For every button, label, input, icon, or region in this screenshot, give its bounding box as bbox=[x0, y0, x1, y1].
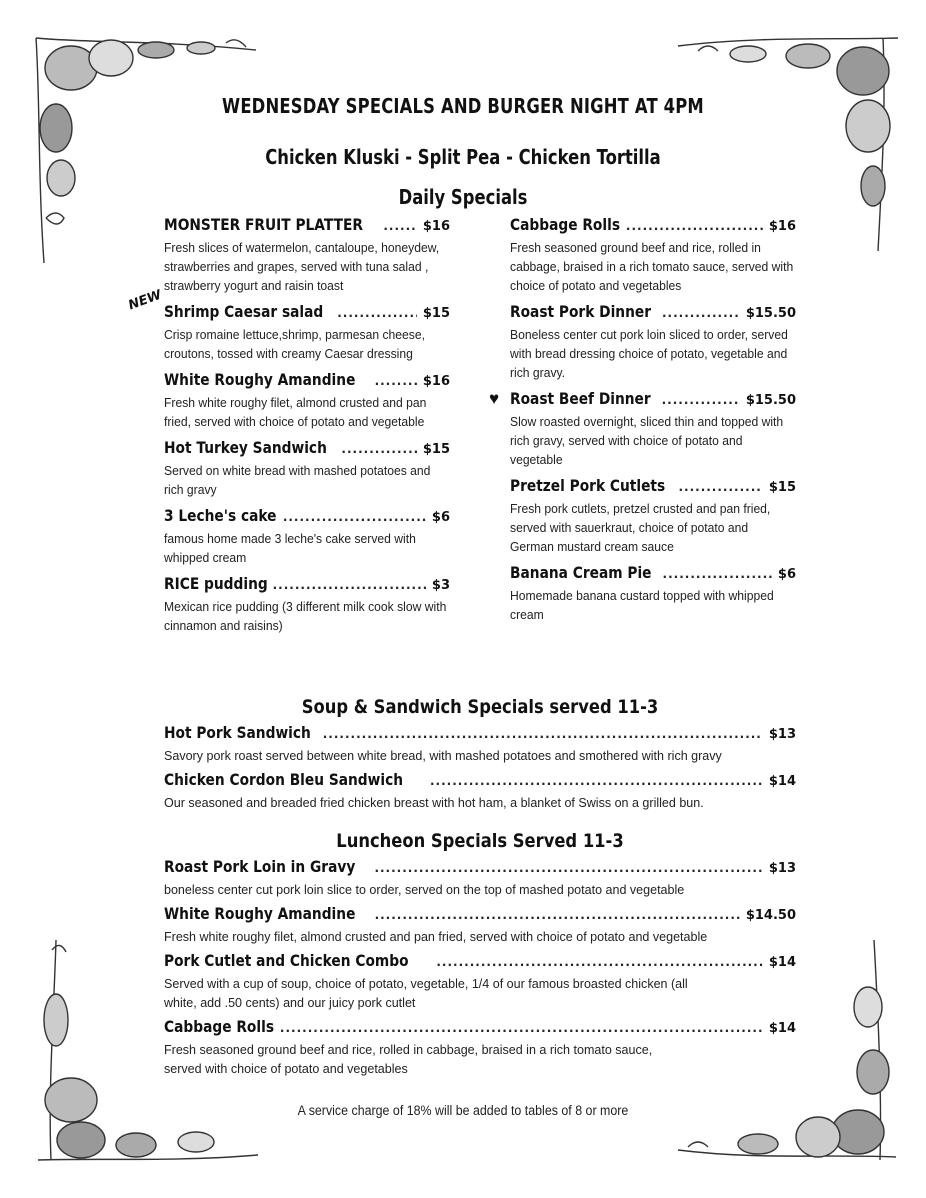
item-description: Homemade banana custard topped with whipped cream bbox=[510, 588, 774, 622]
leader-dots bbox=[662, 302, 740, 324]
item-name: Chicken Cordon Bleu Sandwich bbox=[164, 770, 404, 789]
leader-dots bbox=[663, 563, 772, 585]
leader-dots bbox=[436, 951, 763, 973]
menu-item bbox=[164, 437, 450, 499]
menu-item bbox=[164, 856, 796, 899]
item-description: Fresh white roughy filet, almond crusted and pan fried, served with choice of potato and vegetable bbox=[164, 395, 427, 429]
item-price: $14 bbox=[768, 955, 796, 970]
leader-dots bbox=[374, 857, 762, 879]
leader-dots bbox=[273, 574, 426, 596]
leader-dots bbox=[375, 904, 740, 926]
item-description: famous home made 3 leche's cake served with whipped cream bbox=[164, 531, 416, 565]
item-price: $14 bbox=[768, 774, 796, 789]
item-description: Our seasoned and breaded fried chicken breast with hot ham, a blanket of Swiss on a grilled bun. bbox=[164, 795, 704, 810]
item-name: Roast Pork Dinner bbox=[510, 302, 652, 321]
item-price: $6 bbox=[777, 567, 796, 582]
item-name: Pork Cutlet and Chicken Combo bbox=[164, 951, 409, 970]
service-charge-note: A service charge of 18% will be added to tables of 8 or more bbox=[297, 1103, 629, 1118]
item-description: Fresh pork cutlets, pretzel crusted and pan fried, served with sauerkraut, choice of potato and German mustard cream sauce bbox=[510, 501, 771, 554]
item-price: $15.50 bbox=[745, 306, 796, 321]
item-name: White Roughy Amandine bbox=[164, 370, 356, 389]
item-name: MONSTER FRUIT PLATTER bbox=[164, 215, 363, 234]
item-price: $14.50 bbox=[745, 908, 796, 923]
menu-item bbox=[164, 214, 450, 295]
menu-item bbox=[510, 301, 796, 382]
leader-dots bbox=[323, 723, 763, 745]
item-price: $16 bbox=[422, 374, 450, 389]
menu-item bbox=[510, 562, 796, 624]
leader-dots bbox=[280, 1017, 763, 1039]
item-description: Crisp romaine lettuce,shrimp, parmesan cheese, croutons, tossed with creamy Caesar dressing bbox=[164, 327, 425, 361]
menu-item bbox=[164, 369, 450, 431]
item-description: boneless center cut pork loin slice to order, served on the top of mashed potato and vegetable bbox=[164, 882, 685, 897]
menu-item bbox=[164, 1016, 796, 1078]
menu-item bbox=[126, 287, 450, 363]
item-name: Hot Pork Sandwich bbox=[164, 723, 311, 742]
item-name: White Roughy Amandine bbox=[164, 904, 356, 923]
item-description: Fresh seasoned ground beef and rice, rolled in cabbage, braised in a rich tomato sauce, served with choice of potato and vegetables bbox=[510, 240, 794, 293]
item-name: Banana Cream Pie bbox=[510, 563, 652, 582]
item-price: $13 bbox=[768, 727, 796, 742]
item-description: Fresh seasoned ground beef and rice, rolled in cabbage, braised in a rich tomato sauce, served with choice of potato and vegetables bbox=[164, 1042, 653, 1076]
item-price: $15 bbox=[768, 480, 796, 495]
item-price: $15 bbox=[422, 306, 450, 321]
menu-item bbox=[510, 214, 796, 295]
menu-item bbox=[164, 769, 796, 812]
item-price: $15.50 bbox=[745, 393, 796, 408]
leader-dots bbox=[341, 438, 416, 460]
soups-of-the-day: Chicken Kluski - Split Pea - Chicken Tortilla bbox=[265, 145, 661, 169]
item-price: $16 bbox=[422, 219, 450, 234]
leader-dots bbox=[383, 215, 417, 237]
item-description: Served with a cup of soup, choice of potato, vegetable, 1/4 of our famous broasted chicken (all white, add .50 cents) and our juicy pork cutlet bbox=[164, 976, 688, 1010]
soup-sandwich-section bbox=[164, 692, 796, 816]
item-name: Pretzel Pork Cutlets bbox=[510, 476, 666, 495]
item-description: Fresh slices of watermelon, cantaloupe, honeydew, strawberries and grapes, served with tuna salad , strawberry yogurt and raisin toast bbox=[164, 240, 440, 293]
menu-item bbox=[164, 722, 796, 765]
item-description: Boneless center cut pork loin sliced to order, served with bread dressing choice of potato, vegetable and rich gravy. bbox=[510, 327, 788, 380]
menu-item bbox=[489, 388, 796, 469]
heart-icon: ♥ bbox=[489, 389, 500, 408]
item-description: Mexican rice pudding (3 different milk cook slow with cinnamon and raisins) bbox=[164, 599, 447, 633]
item-price: $14 bbox=[768, 1021, 796, 1036]
leader-dots bbox=[430, 770, 763, 792]
item-name: Roast Pork Loin in Gravy bbox=[164, 857, 356, 876]
item-name: Shrimp Caesar salad bbox=[164, 302, 324, 321]
item-name: RICE pudding bbox=[164, 574, 268, 593]
leader-dots bbox=[337, 302, 417, 324]
item-name: Hot Turkey Sandwich bbox=[164, 438, 327, 457]
item-description: Savory pork roast served between white bread, with mashed potatoes and smothered with rich gravy bbox=[164, 748, 722, 763]
item-name: Cabbage Rolls bbox=[510, 215, 621, 234]
page-title: WEDNESDAY SPECIALS AND BURGER NIGHT AT 4PM bbox=[222, 94, 704, 118]
new-badge: NEW bbox=[126, 287, 164, 314]
menu-item bbox=[164, 573, 450, 635]
daily-specials-left-column bbox=[126, 214, 450, 641]
leader-dots bbox=[678, 476, 762, 498]
item-description: Slow roasted overnight, sliced thin and topped with rich gravy, served with choice of potato and vegetable bbox=[510, 414, 784, 467]
item-price: $6 bbox=[431, 510, 450, 525]
menu-item bbox=[164, 903, 796, 946]
menu-item bbox=[164, 950, 796, 1012]
item-name: Cabbage Rolls bbox=[164, 1017, 275, 1036]
daily-specials-right-column bbox=[489, 214, 796, 630]
item-price: $15 bbox=[422, 442, 450, 457]
item-description: Served on white bread with mashed potatoes and rich gravy bbox=[164, 463, 431, 497]
item-name: Roast Beef Dinner bbox=[510, 389, 651, 408]
section-heading: Soup & Sandwich Specials served 11-3 bbox=[301, 696, 659, 718]
item-price: $13 bbox=[768, 861, 796, 876]
item-name: 3 Leche's cake bbox=[164, 506, 277, 525]
leader-dots bbox=[375, 370, 417, 392]
leader-dots bbox=[626, 215, 763, 237]
item-price: $16 bbox=[768, 219, 796, 234]
luncheon-section bbox=[164, 826, 796, 1082]
menu-item bbox=[510, 475, 796, 556]
leader-dots bbox=[283, 506, 426, 528]
item-price: $3 bbox=[431, 578, 450, 593]
item-description: Fresh white roughy filet, almond crusted and pan fried, served with choice of potato and vegetable bbox=[164, 929, 708, 944]
daily-specials-heading: Daily Specials bbox=[398, 185, 528, 209]
menu-item bbox=[164, 505, 450, 567]
leader-dots bbox=[662, 389, 740, 411]
section-heading: Luncheon Specials Served 11-3 bbox=[336, 830, 624, 852]
